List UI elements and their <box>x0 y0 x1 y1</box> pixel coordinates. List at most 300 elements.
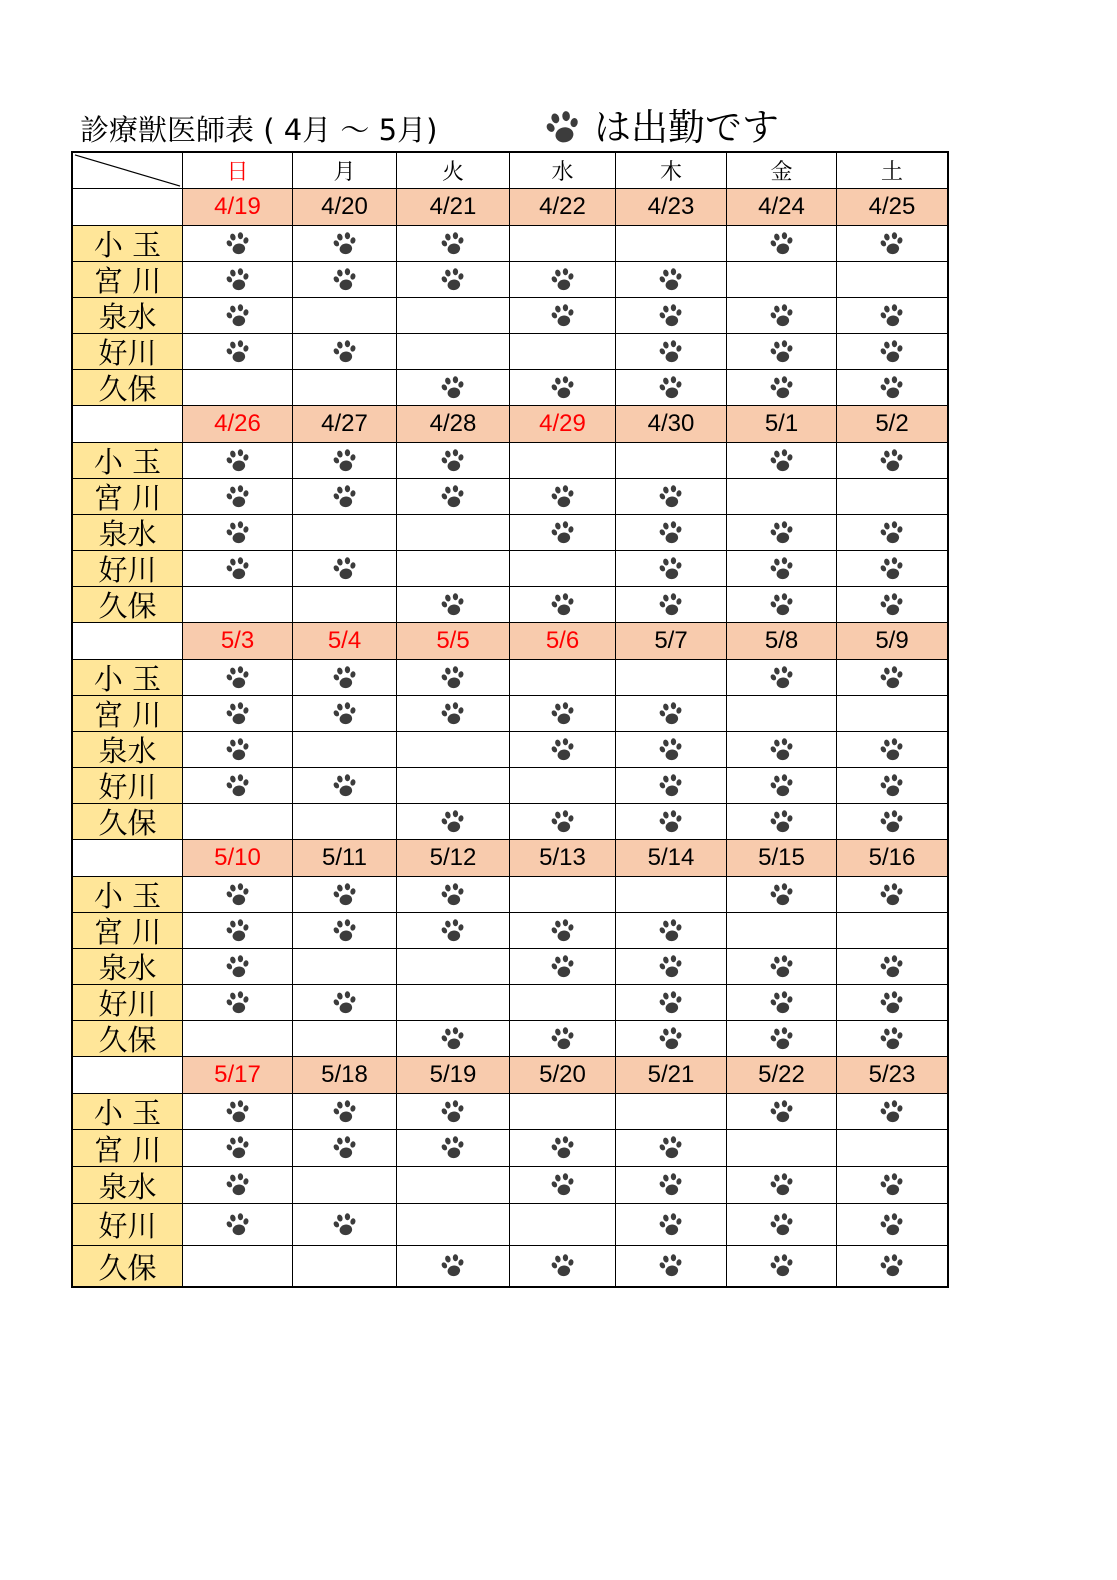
paw-icon <box>876 552 908 584</box>
paw-icon <box>876 878 908 910</box>
paw-icon <box>876 661 908 693</box>
duty-cell <box>510 262 616 298</box>
paw-icon <box>876 986 908 1018</box>
duty-cell <box>293 732 397 768</box>
duty-cell <box>616 515 727 551</box>
paw-icon <box>876 1022 908 1054</box>
duty-cell <box>510 587 616 623</box>
weekday-header-cell <box>837 153 947 189</box>
paw-icon <box>655 1250 687 1282</box>
paw-icon <box>765 950 797 982</box>
duty-cell <box>837 1094 947 1130</box>
duty-cell <box>727 262 837 298</box>
duty-cell <box>397 804 510 840</box>
date-label: 4/22 <box>539 193 586 220</box>
duty-cell <box>293 985 397 1021</box>
doctor-name: 好川 <box>98 987 157 1021</box>
duty-cell <box>727 226 837 262</box>
doctor-name: 小 玉 <box>93 662 162 696</box>
duty-cell <box>727 370 837 406</box>
weekday-label: 水 <box>551 160 574 185</box>
date-cell <box>510 1057 616 1094</box>
doctor-name: 好川 <box>98 336 157 370</box>
paw-icon <box>546 1250 578 1282</box>
duty-cell <box>510 551 616 587</box>
paw-icon <box>539 104 586 151</box>
duty-cell <box>293 587 397 623</box>
paw-icon <box>328 697 360 729</box>
paw-icon <box>765 1250 797 1282</box>
doctor-name: 宮 川 <box>93 698 162 732</box>
duty-cell <box>837 1130 947 1167</box>
doctor-name-cell <box>73 1094 183 1130</box>
date-row-blank-cell <box>73 1057 183 1094</box>
duty-cell <box>727 877 837 913</box>
paw-icon <box>546 1022 578 1054</box>
paw-icon <box>655 805 687 837</box>
paw-icon <box>765 878 797 910</box>
duty-cell <box>397 443 510 479</box>
doctor-name: 泉水 <box>98 300 157 334</box>
paw-icon <box>221 299 253 331</box>
date-label: 5/5 <box>436 627 470 654</box>
duty-cell <box>616 262 727 298</box>
doctor-name: 小 玉 <box>93 1096 162 1130</box>
paw-icon <box>328 227 360 259</box>
duty-cell <box>616 913 727 949</box>
duty-cell <box>183 443 293 479</box>
duty-cell <box>183 804 293 840</box>
duty-cell <box>727 985 837 1021</box>
paw-icon <box>221 1132 253 1164</box>
duty-cell <box>397 877 510 913</box>
date-cell <box>837 840 947 877</box>
duty-cell <box>397 985 510 1021</box>
doctor-name-cell <box>73 1130 183 1167</box>
date-cell <box>397 406 510 443</box>
duty-cell <box>293 1021 397 1057</box>
date-label: 4/30 <box>647 410 695 437</box>
paw-icon <box>655 516 687 548</box>
date-cell <box>837 406 947 443</box>
weekday-header-cell <box>293 153 397 189</box>
duty-cell <box>837 515 947 551</box>
paw-icon <box>221 950 253 982</box>
duty-cell <box>183 1130 293 1167</box>
paw-icon <box>655 1169 687 1201</box>
duty-cell <box>837 1246 947 1286</box>
date-label: 4/21 <box>429 193 477 220</box>
paw-icon <box>221 986 253 1018</box>
paw-icon <box>221 769 253 801</box>
date-cell <box>510 840 616 877</box>
date-label: 5/14 <box>647 844 695 871</box>
duty-cell <box>510 515 616 551</box>
duty-cell <box>183 551 293 587</box>
duty-cell <box>183 1021 293 1057</box>
doctor-name-cell <box>73 985 183 1021</box>
paw-icon <box>221 1095 253 1127</box>
duty-cell <box>727 696 837 732</box>
duty-cell <box>397 696 510 732</box>
date-cell <box>837 623 947 660</box>
duty-cell <box>727 804 837 840</box>
doctor-name: 宮 川 <box>93 264 162 298</box>
duty-cell <box>397 370 510 406</box>
paw-icon <box>765 371 797 403</box>
paw-icon <box>876 1250 908 1282</box>
date-cell <box>510 623 616 660</box>
paw-icon <box>546 516 578 548</box>
duty-cell <box>837 1204 947 1246</box>
doctor-name-cell <box>73 587 183 623</box>
duty-cell <box>616 1246 727 1286</box>
paw-icon <box>765 733 797 765</box>
duty-cell <box>293 768 397 804</box>
duty-cell <box>293 370 397 406</box>
date-cell <box>510 189 616 226</box>
duty-cell <box>510 1130 616 1167</box>
duty-cell <box>510 877 616 913</box>
paw-icon <box>328 1132 360 1164</box>
doctor-name: 久保 <box>98 1023 157 1057</box>
duty-cell <box>293 515 397 551</box>
duty-cell <box>616 443 727 479</box>
paw-icon <box>765 444 797 476</box>
paw-icon <box>546 733 578 765</box>
paw-icon <box>765 552 797 584</box>
duty-cell <box>293 262 397 298</box>
paw-icon <box>655 299 687 331</box>
duty-cell <box>727 334 837 370</box>
date-label: 5/15 <box>758 844 805 871</box>
duty-cell <box>837 877 947 913</box>
duty-cell <box>183 515 293 551</box>
paw-icon <box>765 986 797 1018</box>
paw-icon <box>655 733 687 765</box>
paw-icon <box>546 263 578 295</box>
duty-cell <box>837 370 947 406</box>
doctor-name-cell <box>73 732 183 768</box>
doctor-name-cell <box>73 551 183 587</box>
duty-cell <box>397 1167 510 1204</box>
duty-cell <box>293 1094 397 1130</box>
paw-icon <box>328 769 360 801</box>
date-label: 5/10 <box>214 844 261 871</box>
date-label: 4/26 <box>214 410 261 437</box>
paw-icon <box>876 444 908 476</box>
paw-icon <box>546 1132 578 1164</box>
duty-cell <box>183 732 293 768</box>
doctor-name-cell <box>73 226 183 262</box>
duty-cell <box>397 1094 510 1130</box>
date-label: 5/16 <box>868 844 916 871</box>
duty-cell <box>837 985 947 1021</box>
date-label: 4/28 <box>429 410 477 437</box>
doctor-name: 好川 <box>98 553 157 587</box>
duty-cell <box>616 370 727 406</box>
date-cell <box>293 840 397 877</box>
paw-icon <box>437 878 469 910</box>
duty-cell <box>837 949 947 985</box>
date-cell <box>727 840 837 877</box>
date-label: 5/13 <box>539 844 586 871</box>
paw-icon <box>876 1095 908 1127</box>
doctor-name: 小 玉 <box>93 879 162 913</box>
duty-cell <box>293 443 397 479</box>
duty-cell <box>837 443 947 479</box>
doctor-name: 泉水 <box>98 1169 157 1204</box>
paw-icon <box>221 1169 253 1201</box>
duty-cell <box>183 877 293 913</box>
paw-icon <box>546 697 578 729</box>
doctor-name-cell <box>73 298 183 334</box>
duty-cell <box>510 1167 616 1204</box>
doctor-name: 好川 <box>98 1209 157 1243</box>
duty-cell <box>397 226 510 262</box>
doctor-name-cell <box>73 1167 183 1204</box>
duty-cell <box>616 226 727 262</box>
duty-cell <box>397 587 510 623</box>
weekday-label: 火 <box>441 160 464 185</box>
duty-cell <box>293 1167 397 1204</box>
duty-cell <box>727 298 837 334</box>
paw-icon <box>876 588 908 620</box>
duty-cell <box>727 587 837 623</box>
paw-icon <box>655 1022 687 1054</box>
date-cell <box>397 840 510 877</box>
paw-icon <box>765 516 797 548</box>
paw-icon <box>328 444 360 476</box>
duty-cell <box>293 660 397 696</box>
duty-cell <box>293 877 397 913</box>
duty-cell <box>837 913 947 949</box>
date-cell <box>183 1057 293 1094</box>
duty-cell <box>510 479 616 515</box>
duty-cell <box>837 804 947 840</box>
paw-icon <box>437 1250 469 1282</box>
duty-schedule-table <box>71 151 949 1288</box>
date-row-blank-cell <box>73 623 183 660</box>
paw-icon <box>328 552 360 584</box>
paw-icon <box>328 986 360 1018</box>
date-label: 5/8 <box>764 627 799 654</box>
doctor-name-cell <box>73 1246 183 1286</box>
weekday-header-cell <box>616 153 727 189</box>
duty-cell <box>510 696 616 732</box>
paw-icon <box>876 516 908 548</box>
paw-icon <box>221 914 253 946</box>
duty-cell <box>510 804 616 840</box>
paw-icon <box>655 986 687 1018</box>
paw-icon <box>876 227 908 259</box>
paw-icon <box>655 588 687 620</box>
duty-cell <box>183 985 293 1021</box>
duty-cell <box>397 1130 510 1167</box>
duty-cell <box>616 1130 727 1167</box>
duty-cell <box>183 370 293 406</box>
date-cell <box>397 623 510 660</box>
duty-cell <box>837 298 947 334</box>
duty-cell <box>183 587 293 623</box>
duty-cell <box>183 1246 293 1286</box>
doctor-name-cell <box>73 443 183 479</box>
duty-cell <box>616 949 727 985</box>
doctor-name: 宮 川 <box>93 1132 162 1167</box>
paw-icon <box>546 588 578 620</box>
weekday-label: 金 <box>770 160 793 185</box>
paw-icon <box>437 588 469 620</box>
duty-cell <box>616 551 727 587</box>
paw-icon <box>221 697 253 729</box>
paw-icon <box>876 299 908 331</box>
paw-icon <box>437 227 469 259</box>
date-cell <box>727 623 837 660</box>
duty-cell <box>397 298 510 334</box>
date-label: 5/23 <box>868 1061 916 1088</box>
duty-cell <box>837 334 947 370</box>
date-cell <box>727 406 837 443</box>
paw-icon <box>876 733 908 765</box>
paw-icon <box>546 805 578 837</box>
date-label: 5/4 <box>327 627 362 654</box>
duty-cell <box>727 551 837 587</box>
paw-icon <box>328 480 360 512</box>
duty-cell <box>616 696 727 732</box>
doctor-name-cell <box>73 913 183 949</box>
duty-cell <box>510 1204 616 1246</box>
duty-cell <box>183 1167 293 1204</box>
duty-cell <box>837 768 947 804</box>
doctor-name: 泉水 <box>98 517 157 551</box>
weekday-label: 木 <box>659 160 682 185</box>
paw-icon <box>221 733 253 765</box>
paw-icon <box>437 1022 469 1054</box>
date-cell <box>397 189 510 226</box>
paw-icon <box>655 263 687 295</box>
date-label: 4/25 <box>868 193 916 220</box>
duty-cell <box>293 949 397 985</box>
paw-icon <box>765 588 797 620</box>
paw-icon <box>221 444 253 476</box>
paw-icon <box>437 480 469 512</box>
duty-cell <box>510 913 616 949</box>
weekday-header-cell <box>727 153 837 189</box>
date-label: 4/20 <box>321 193 368 220</box>
date-cell <box>183 623 293 660</box>
duty-cell <box>727 1167 837 1204</box>
duty-cell <box>616 479 727 515</box>
paw-icon <box>328 263 360 295</box>
duty-cell <box>837 479 947 515</box>
duty-cell <box>727 479 837 515</box>
paw-icon <box>221 335 253 367</box>
paw-icon <box>876 1208 908 1240</box>
date-label: 5/2 <box>875 410 909 437</box>
duty-cell <box>727 1021 837 1057</box>
duty-cell <box>616 298 727 334</box>
duty-cell <box>397 949 510 985</box>
date-label: 4/23 <box>647 193 695 220</box>
duty-cell <box>837 696 947 732</box>
duty-cell <box>727 949 837 985</box>
paw-icon <box>437 1095 469 1127</box>
duty-cell <box>616 1167 727 1204</box>
date-label: 4/27 <box>321 410 368 437</box>
duty-cell <box>183 226 293 262</box>
paw-icon <box>546 480 578 512</box>
paw-icon <box>655 552 687 584</box>
legend-text: は出勤です <box>594 106 779 149</box>
doctor-name-cell <box>73 768 183 804</box>
doctor-name-cell <box>73 1204 183 1246</box>
duty-cell <box>616 660 727 696</box>
duty-cell <box>183 696 293 732</box>
duty-cell <box>293 479 397 515</box>
paw-icon <box>328 1095 360 1127</box>
date-label: 4/24 <box>758 193 805 220</box>
duty-cell <box>510 1021 616 1057</box>
duty-cell <box>510 768 616 804</box>
date-cell <box>837 189 947 226</box>
duty-cell <box>397 515 510 551</box>
duty-cell <box>616 732 727 768</box>
paw-icon <box>546 914 578 946</box>
paw-icon <box>546 299 578 331</box>
paw-icon <box>546 371 578 403</box>
duty-cell <box>837 226 947 262</box>
duty-cell <box>397 551 510 587</box>
date-label: 5/18 <box>321 1061 368 1088</box>
paw-icon <box>437 371 469 403</box>
paw-icon <box>328 878 360 910</box>
doctor-name-cell <box>73 660 183 696</box>
doctor-name: 久保 <box>98 589 157 623</box>
duty-cell <box>837 1021 947 1057</box>
date-cell <box>616 189 727 226</box>
duty-cell <box>183 768 293 804</box>
duty-cell <box>183 262 293 298</box>
doctor-name: 泉水 <box>98 734 157 768</box>
doctor-name-cell <box>73 370 183 406</box>
duty-cell <box>183 913 293 949</box>
paw-icon <box>765 1022 797 1054</box>
date-label: 5/3 <box>220 627 255 654</box>
doctor-name: 宮 川 <box>93 481 162 515</box>
duty-cell <box>510 226 616 262</box>
duty-cell <box>616 768 727 804</box>
paw-icon <box>765 661 797 693</box>
date-label: 5/9 <box>875 627 909 654</box>
duty-cell <box>293 1130 397 1167</box>
duty-cell <box>616 587 727 623</box>
doctor-name-cell <box>73 515 183 551</box>
duty-cell <box>727 660 837 696</box>
doctor-name-cell <box>73 696 183 732</box>
duty-cell <box>397 732 510 768</box>
date-label: 5/20 <box>539 1061 586 1088</box>
duty-cell <box>397 1246 510 1286</box>
paw-icon <box>437 697 469 729</box>
duty-cell <box>616 985 727 1021</box>
doctor-name: 宮 川 <box>93 915 162 949</box>
date-cell <box>183 189 293 226</box>
duty-cell <box>183 949 293 985</box>
duty-cell <box>397 1204 510 1246</box>
page-title: 診療獣医師表 ( 4月 ～ 5月) <box>80 113 438 147</box>
paw-icon <box>876 335 908 367</box>
doctor-name: 小 玉 <box>93 228 162 262</box>
